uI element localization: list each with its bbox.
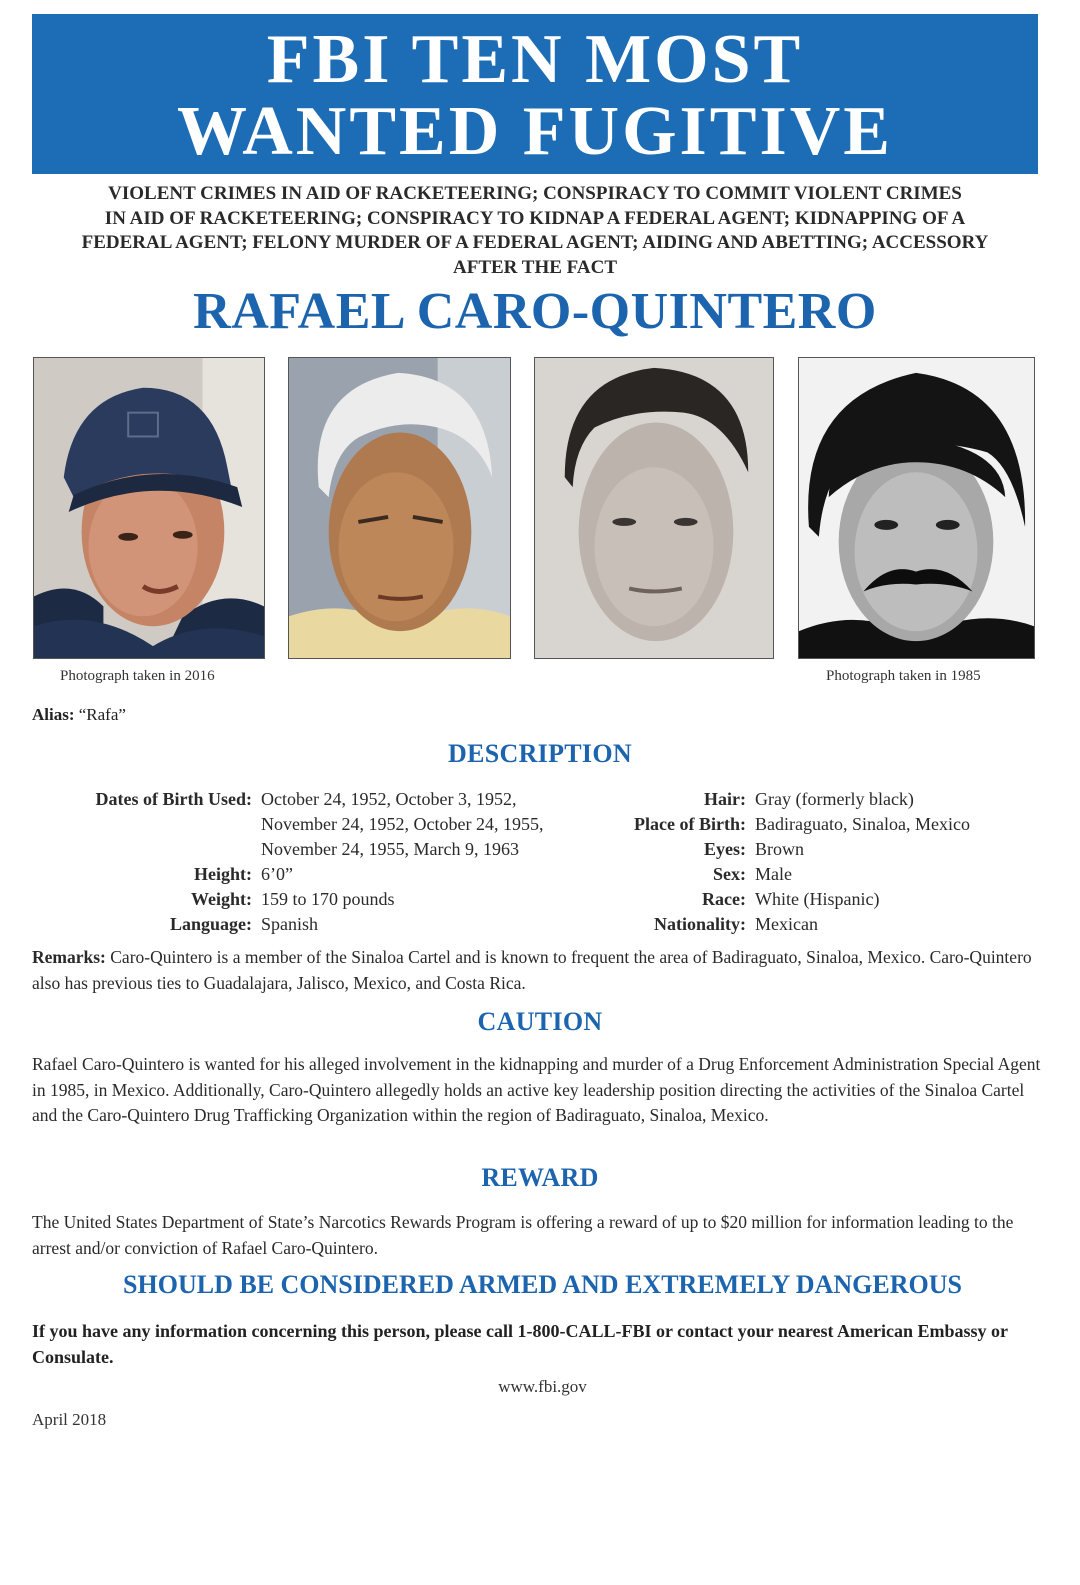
dob-value: November 24, 1952, October 24, 1955, [261,814,544,834]
charges-line: FEDERAL AGENT; FELONY MURDER OF A FEDERAL AGENT; AIDING AND ABETTING; ACCESSORY [81,232,989,253]
fugitive-name: RAFAEL CARO-QUINTERO [193,283,877,340]
banner-title-line-1: FBI TEN MOST [266,21,804,98]
charges-line: AFTER THE FACT [453,256,617,278]
hair-value: Gray (formerly black) [755,789,914,809]
dob-label: Dates of Birth Used: [95,789,252,809]
birthplace-value: Badiraguato, Sinaloa, Mexico [755,814,970,834]
photo-grayscale [534,357,774,659]
banner-title-line-2: WANTED FUGITIVE [177,93,893,170]
dob-value: October 24, 1952, October 3, 1952, [261,789,517,809]
caution-heading: CAUTION [477,1007,603,1036]
armed-dangerous-warning: SHOULD BE CONSIDERED ARMED AND EXTREMELY DANGEROUS [123,1270,962,1299]
contact-instructions: If you have any information concerning this person, please call 1-800-CALL-FBI or contact your nearest American Embassy or Consulate. [32,1321,1008,1367]
alias [32,705,126,725]
reward-text: The United States Department of State’s Narcotics Rewards Program is offering a reward of up to $20 million for information leading to the arrest and/or conviction of Rafael Caro-Quintero. [32,1212,1014,1258]
alias-label: Alias: [32,705,75,724]
sex-value: Male [755,864,792,884]
hair-label: Hair: [704,789,746,809]
race-label: Race: [702,889,746,909]
alias-value: “Rafa” [78,705,126,724]
reward-heading: REWARD [481,1163,599,1192]
dob-value: November 24, 1955, March 9, 1963 [261,839,519,859]
caution-text: Rafael Caro-Quintero is wanted for his alleged involvement in the kidnapping and murder of a Drug Enforcement Administration Special Agent in 1985, in Mexico. Additionally, Caro-Quintero allegedly holds an active key leadership position directing the activities of the Sinaloa Cartel and the Caro-Quintero Drug Trafficking Organization within the region of Badiraguato, Sinaloa, Mexico. [32,1054,1041,1125]
fbi-website-link[interactable]: www.fbi.gov [498,1377,587,1396]
photo-caption-1985: Photograph taken in 1985 [826,668,981,684]
birthplace-label: Place of Birth: [634,814,746,834]
eyes-value: Brown [755,839,804,859]
language-label: Language: [169,914,252,934]
remarks-text: Caro-Quintero is a member of the Sinaloa Cartel and is known to frequent the area of Badiraguato, Sinaloa, Mexico. Caro-Quintero also has previous ties to Guadalajara, Jalisco, Mexico, and Costa Rica. [32,947,1032,993]
remarks-label: Remarks: [32,947,106,967]
poster-date: April 2018 [32,1410,107,1429]
language-value: Spanish [261,914,319,934]
title-banner [32,14,1038,174]
description-heading: DESCRIPTION [448,739,632,768]
charges-list [30,182,1040,280]
charges-line: VIOLENT CRIMES IN AID OF RACKETEERING; CONSPIRACY TO COMMIT VIOLENT CRIMES [108,183,962,204]
race-value: White (Hispanic) [755,889,880,909]
sex-label: Sex: [713,864,746,884]
weight-value: 159 to 170 pounds [261,889,395,909]
charges-line: IN AID OF RACKETEERING; CONSPIRACY TO KIDNAP A FEDERAL AGENT; KIDNAPPING OF A [104,207,966,229]
photo-1985 [798,357,1035,659]
photo-caption-2016: Photograph taken in 2016 [60,668,215,684]
nationality-label: Nationality: [654,914,746,934]
photo-2016 [33,357,265,659]
nationality-value: Mexican [755,914,818,934]
height-label: Height: [194,864,252,884]
remarks [32,945,1042,996]
height-value: 6’0” [261,864,293,884]
eyes-label: Eyes: [704,839,746,859]
photo-white-hair [288,357,511,659]
weight-label: Weight: [191,889,252,909]
